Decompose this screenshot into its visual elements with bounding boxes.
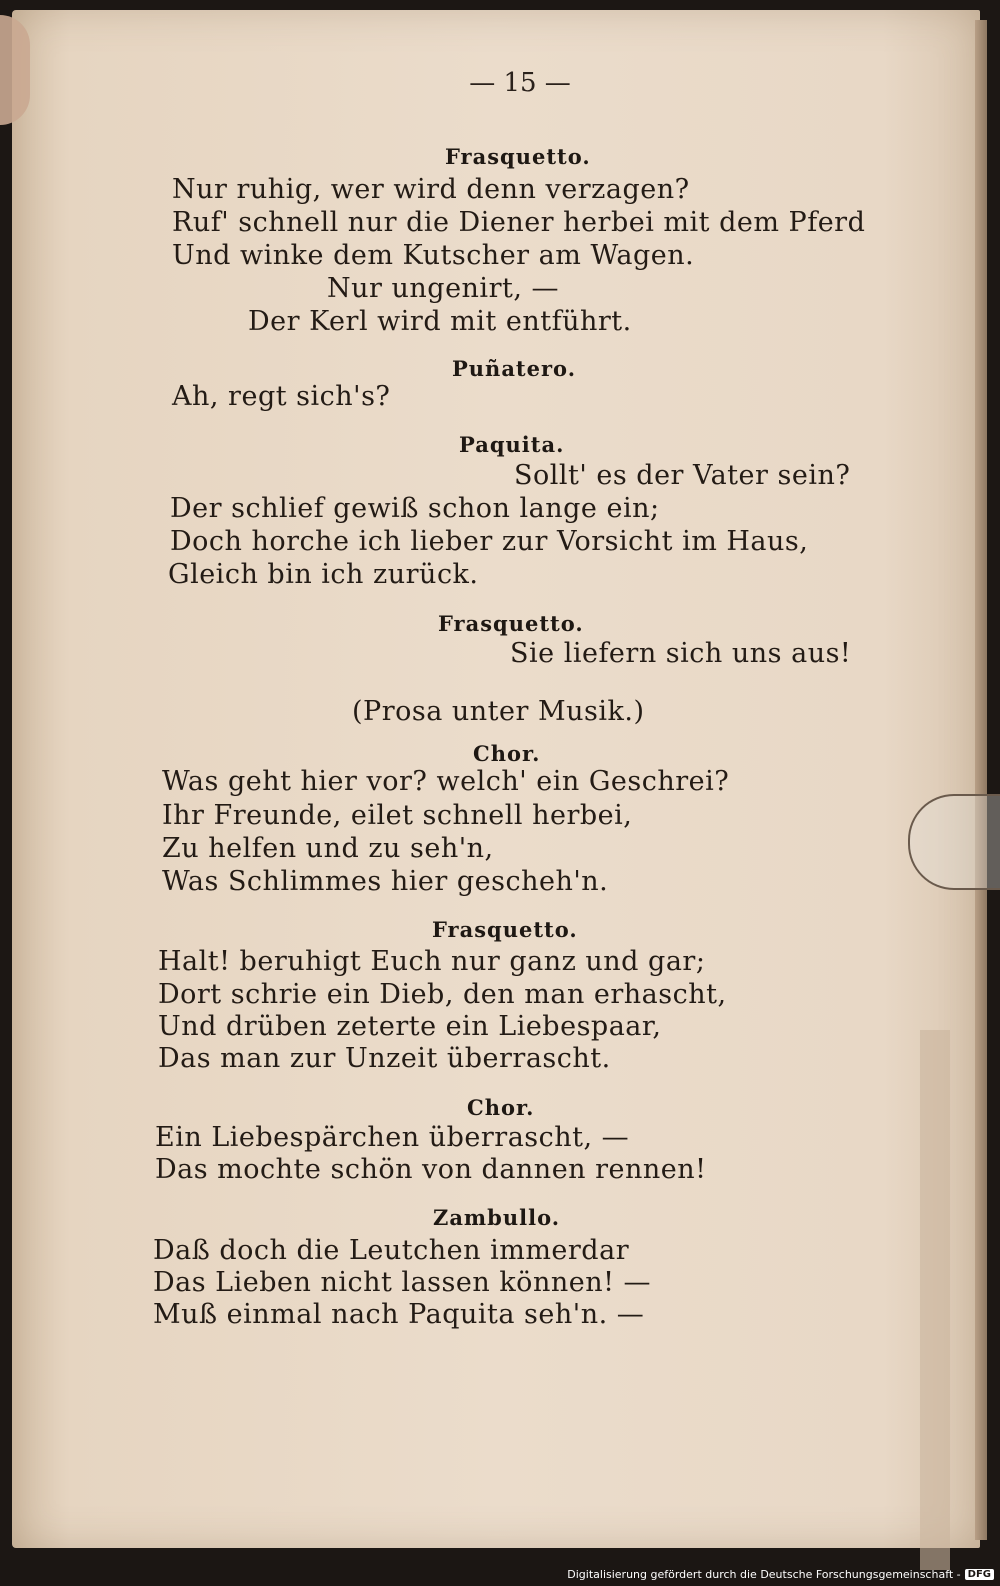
verse-line: Sie liefern sich uns aus! [510, 638, 852, 669]
verse-line: Ah, regt sich's? [172, 381, 391, 412]
verse-line: Der schlief gewiß schon lange ein; [170, 493, 660, 524]
speaker-name: Paquita. [459, 432, 565, 457]
verse-line: Gleich bin ich zurück. [168, 559, 479, 590]
verse-line: Daß doch die Leutchen immerdar [153, 1235, 630, 1266]
verse-line: Doch horche ich lieber zur Vorsicht im Haus, [170, 526, 809, 557]
verse-line: Ihr Freunde, eilet schnell herbei, [162, 800, 633, 831]
page-number: — 15 — [469, 68, 571, 98]
verse-line: Nur ruhig, wer wird denn verzagen? [172, 174, 690, 205]
verse-line: Zu helfen und zu seh'n, [162, 833, 494, 864]
speaker-name: Chor. [473, 741, 541, 766]
speaker-name: Frasquetto. [445, 144, 591, 169]
verse-line: Das Lieben nicht lassen können! — [153, 1267, 652, 1298]
verse-line: Was Schlimmes hier gescheh'n. [162, 866, 609, 897]
page-edge [975, 20, 987, 1540]
verse-line: Und drüben zeterte ein Liebespaar, [158, 1011, 662, 1042]
verse-line: Halt! beruhigt Euch nur ganz und gar; [158, 946, 706, 977]
verse-line: Was geht hier vor? welch' ein Geschrei? [162, 766, 730, 797]
verse-line: Ein Liebespärchen überrascht, — [155, 1122, 630, 1153]
verse-line: Und winke dem Kutscher am Wagen. [172, 240, 695, 271]
verse-line: Das mochte schön von dannen rennen! [155, 1154, 707, 1185]
speaker-name: Frasquetto. [438, 611, 584, 636]
digitization-credit [567, 1566, 994, 1582]
speaker-name: Chor. [467, 1095, 535, 1120]
page-clip [908, 794, 1000, 890]
verse-line: Nur ungenirt, — [327, 273, 559, 304]
speaker-name: Puñatero. [452, 356, 577, 381]
verse-line: Ruf' schnell nur die Diener herbei mit dem Pferd [172, 207, 866, 238]
verse-line: Der Kerl wird mit entführt. [248, 306, 632, 337]
credit-text: Digitalisierung gefördert durch die Deutsche Forschungsgemeinschaft - [567, 1567, 961, 1581]
dfg-logo: DFG [965, 1569, 994, 1580]
verse-line: Das man zur Unzeit überrascht. [158, 1043, 611, 1074]
verse-line: Dort schrie ein Dieb, den man erhascht, [158, 979, 727, 1010]
speaker-name: Zambullo. [433, 1205, 561, 1230]
stage-direction: (Prosa unter Musik.) [352, 696, 645, 727]
page-shadow [920, 1030, 950, 1570]
speaker-name: Frasquetto. [432, 917, 578, 942]
verse-line: Muß einmal nach Paquita seh'n. — [153, 1299, 645, 1330]
verse-line: Sollt' es der Vater sein? [514, 460, 851, 491]
